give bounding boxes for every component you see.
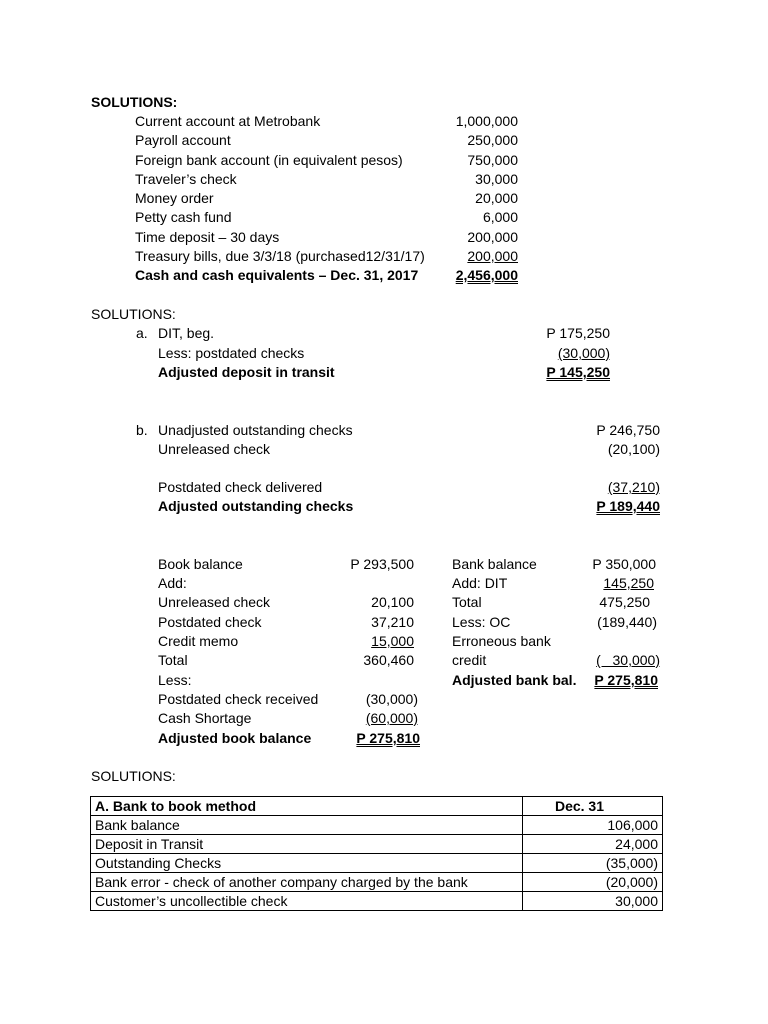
adjusted-book-value: P 275,810 bbox=[356, 730, 420, 746]
postdated-value: (30,000) bbox=[557, 345, 610, 361]
book-cash-shortage-value: (60,000) bbox=[365, 710, 418, 726]
table-row-label: Customer’s uncollectible check bbox=[91, 892, 523, 911]
book-credit-memo-label: Credit memo bbox=[158, 633, 239, 649]
list-marker-b: b. bbox=[136, 422, 148, 438]
book-add-label: Add: bbox=[158, 575, 187, 591]
book-unreleased-label: Unreleased check bbox=[158, 594, 271, 610]
adjusted-bank-label: Adjusted bank bal. bbox=[452, 672, 577, 688]
table-row-label: Deposit in Transit bbox=[91, 835, 523, 854]
postdated-delivered-value: (37,210) bbox=[607, 479, 660, 495]
section-2-heading: SOLUTIONS: bbox=[91, 306, 176, 322]
dit-beg-label: DIT, beg. bbox=[158, 325, 215, 341]
section-1-heading: SOLUTIONS: bbox=[91, 94, 178, 110]
table-row-value: 30,000 bbox=[523, 892, 663, 911]
table-row-label: Outstanding Checks bbox=[91, 854, 523, 873]
line-value: 20,000 bbox=[475, 190, 518, 206]
book-unreleased-value: 20,100 bbox=[371, 594, 414, 610]
bank-to-book-table bbox=[90, 796, 663, 911]
bank-balance-label: Bank balance bbox=[452, 556, 537, 572]
list-marker-a: a. bbox=[136, 325, 148, 341]
total-value: 2,456,000 bbox=[455, 267, 518, 283]
postdated-label: Less: postdated checks bbox=[158, 345, 305, 361]
section-3-heading: SOLUTIONS: bbox=[91, 768, 176, 784]
table-row-label: Bank balance bbox=[91, 816, 523, 835]
bank-total-label: Total bbox=[452, 594, 482, 610]
line-value: 30,000 bbox=[475, 171, 518, 187]
line-label: Foreign bank account (in equivalent pesos) bbox=[135, 152, 403, 168]
book-cash-shortage-label: Cash Shortage bbox=[158, 710, 252, 726]
book-balance-value: P 293,500 bbox=[350, 556, 414, 572]
total-label: Cash and cash equivalents – Dec. 31, 2017 bbox=[135, 267, 419, 283]
adjusted-dit-label: Adjusted deposit in transit bbox=[158, 364, 335, 380]
book-balance-label: Book balance bbox=[158, 556, 243, 572]
book-postdated-label: Postdated check bbox=[158, 614, 262, 630]
bank-dit-value: 145,250 bbox=[603, 575, 654, 591]
table-row bbox=[91, 892, 663, 911]
bank-balance-value: P 350,000 bbox=[592, 556, 656, 572]
adjusted-book-label: Adjusted book balance bbox=[158, 730, 312, 746]
book-total-label: Total bbox=[158, 652, 188, 668]
adjusted-oc-label: Adjusted outstanding checks bbox=[158, 498, 354, 514]
line-value: 200,000 bbox=[467, 229, 518, 245]
line-value: 6,000 bbox=[482, 209, 518, 225]
book-total-value: 360,460 bbox=[363, 652, 414, 668]
line-label: Payroll account bbox=[135, 132, 231, 148]
unadjusted-oc-value: P 246,750 bbox=[596, 422, 660, 438]
line-label: Traveler’s check bbox=[135, 171, 237, 187]
table-header-row bbox=[91, 797, 663, 816]
table-row bbox=[91, 816, 663, 835]
line-label: Treasury bills, due 3/3/18 (purchased12/31/17) bbox=[135, 248, 425, 264]
postdated-delivered-label: Postdated check delivered bbox=[158, 479, 323, 495]
bank-oc-label: Less: OC bbox=[452, 614, 511, 630]
table-row-value: (35,000) bbox=[523, 854, 663, 873]
book-postdated-value: 37,210 bbox=[371, 614, 414, 630]
adjusted-bank-value: P 275,810 bbox=[594, 672, 658, 688]
table-row-value: (20,000) bbox=[523, 873, 663, 892]
line-value: 250,000 bbox=[467, 132, 518, 148]
bank-total-value: 475,250 bbox=[599, 594, 650, 610]
table-header-date: Dec. 31 bbox=[523, 797, 663, 816]
line-value: 200,000 bbox=[467, 248, 518, 264]
unreleased-value: (20,100) bbox=[607, 441, 660, 457]
bank-error-label-cont: credit bbox=[452, 652, 487, 668]
table-row bbox=[91, 873, 663, 892]
line-label: Money order bbox=[135, 190, 214, 206]
line-label: Time deposit – 30 days bbox=[135, 229, 280, 245]
table-header-label: A. Bank to book method bbox=[91, 797, 523, 816]
bank-error-value: ( 30,000) bbox=[596, 652, 660, 668]
bank-error-label: Erroneous bank bbox=[452, 633, 551, 649]
unadjusted-oc-label: Unadjusted outstanding checks bbox=[158, 422, 353, 438]
adjusted-oc-value: P 189,440 bbox=[596, 498, 660, 514]
book-credit-memo-value: 15,000 bbox=[371, 633, 414, 649]
table-row bbox=[91, 835, 663, 854]
line-label: Current account at Metrobank bbox=[135, 113, 321, 129]
bank-dit-label: Add: DIT bbox=[452, 575, 508, 591]
table-row bbox=[91, 854, 663, 873]
book-pdc-received-value: (30,000) bbox=[365, 691, 418, 707]
book-pdc-received-label: Postdated check received bbox=[158, 691, 319, 707]
line-value: 1,000,000 bbox=[455, 113, 518, 129]
bank-oc-value: (189,440) bbox=[597, 614, 657, 630]
table-row-value: 24,000 bbox=[523, 835, 663, 854]
table-row-label: Bank error - check of another company charged by the bank bbox=[91, 873, 523, 892]
adjusted-dit-value: P 145,250 bbox=[546, 364, 610, 380]
line-label: Petty cash fund bbox=[135, 209, 232, 225]
book-less-label: Less: bbox=[158, 672, 192, 688]
dit-beg-value: P 175,250 bbox=[546, 325, 610, 341]
unreleased-label: Unreleased check bbox=[158, 441, 271, 457]
table-row-value: 106,000 bbox=[523, 816, 663, 835]
line-value: 750,000 bbox=[467, 152, 518, 168]
